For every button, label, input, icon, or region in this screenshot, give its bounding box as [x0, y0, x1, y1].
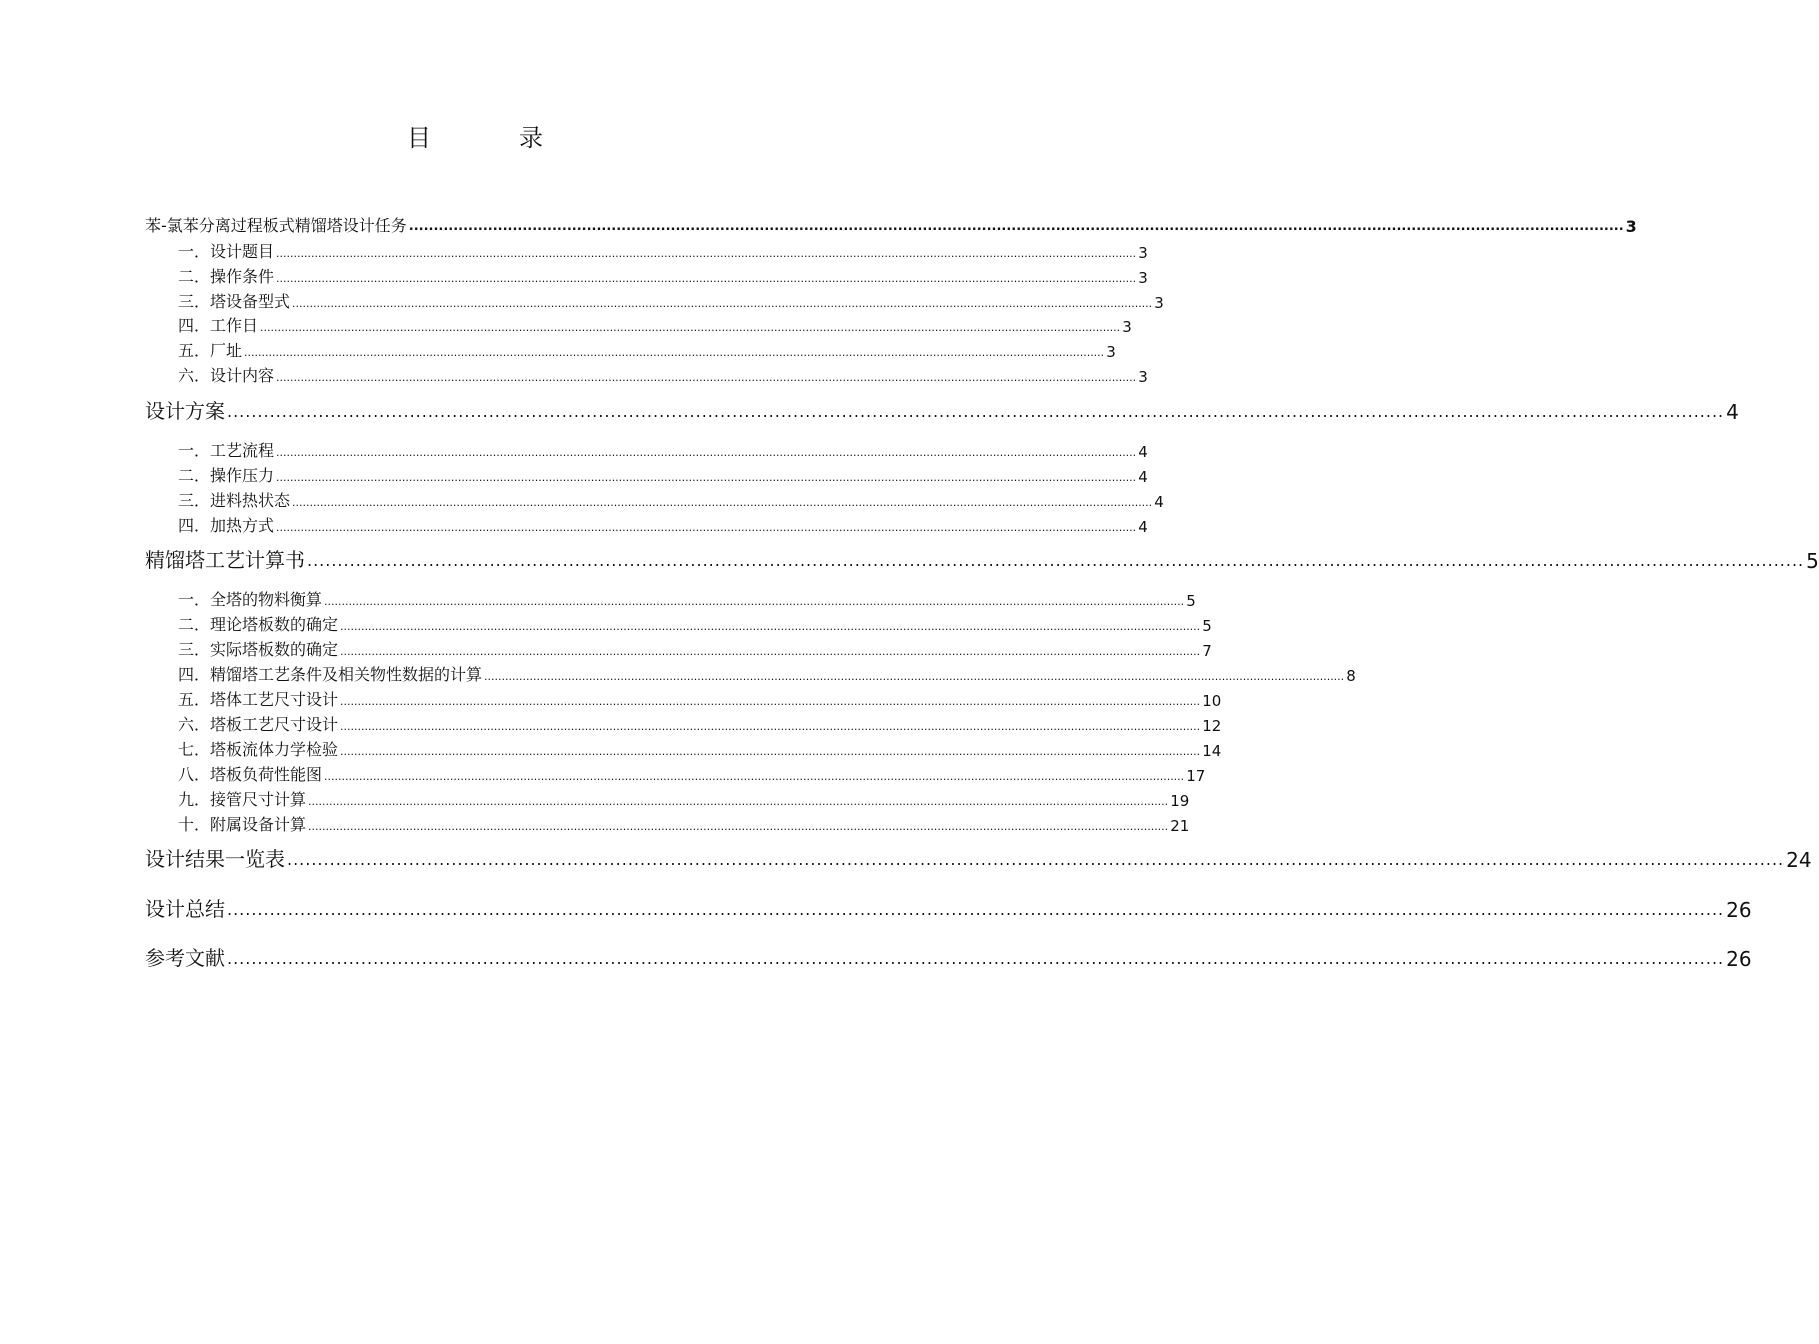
toc-page-number: 3	[1138, 244, 1148, 262]
toc-page-number: 4	[1154, 493, 1164, 511]
toc-entry-physical-properties[interactable]	[178, 663, 1356, 685]
toc-leader: ......................................................................................................................................................................................................................................................	[227, 900, 1725, 919]
toc-leader: ......................................................................................................................................................................................................................................................	[292, 496, 1153, 509]
toc-entry-heating-method[interactable]	[178, 514, 1148, 536]
toc-leader: ......................................................................................................................................................................................................................................................	[276, 521, 1137, 534]
toc-leader: ......................................................................................................................................................................................................................................................	[244, 346, 1105, 359]
toc-entry-label: 十．附属设备计算	[178, 815, 307, 834]
toc-entry-label: 五．塔体工艺尺寸设计	[178, 690, 339, 709]
toc-page-number: 4	[1138, 518, 1148, 536]
toc-leader: ......................................................................................................................................................................................................................................................	[260, 321, 1121, 334]
toc-entry-label: 三．实际塔板数的确定	[178, 640, 339, 659]
toc-leader: ......................................................................................................................................................................................................................................................	[324, 595, 1185, 608]
toc-page-number: 7	[1202, 642, 1212, 660]
toc-entry-label: 四．精馏塔工艺条件及相关物性数据的计算	[178, 665, 483, 684]
toc-entry-plant-site[interactable]	[178, 339, 1116, 361]
toc-entry-actual-plates[interactable]	[178, 638, 1212, 660]
toc-page-number: 5	[1186, 592, 1196, 610]
toc-page-number: 3	[1122, 318, 1132, 336]
toc-entry-label: 三．塔设备型式	[178, 292, 291, 311]
toc-entry-label: 设计总结	[145, 897, 225, 921]
toc-entry-design-conclusion[interactable]	[145, 894, 1752, 922]
toc-leader: ......................................................................................................................................................................................................................................................	[340, 720, 1201, 733]
toc-entry-label: 三．进料热状态	[178, 491, 291, 510]
toc-page-number: 3	[1154, 294, 1164, 312]
toc-entry-label: 六．设计内容	[178, 366, 275, 385]
toc-entry-process-flow[interactable]	[178, 439, 1148, 461]
toc-page-number: 8	[1346, 667, 1356, 685]
toc-leader: ......................................................................................................................................................................................................................................................	[308, 795, 1169, 808]
title-char-1: 目	[407, 124, 431, 152]
toc-entry-label: 二．理论塔板数的确定	[178, 615, 339, 634]
toc-page-number: 3	[1106, 343, 1116, 361]
toc-page-number: 19	[1170, 792, 1190, 810]
toc-entry-load-performance[interactable]	[178, 763, 1206, 785]
toc-leader: ......................................................................................................................................................................................................................................................	[340, 695, 1201, 708]
toc-entry-theoretical-plates[interactable]	[178, 613, 1212, 635]
toc-page-number: 14	[1202, 742, 1222, 760]
toc-entry-design-content[interactable]	[178, 364, 1148, 386]
toc-entry-label: 一．工艺流程	[178, 441, 275, 460]
toc-page-number: 5	[1806, 549, 1819, 573]
toc-entry-design-task[interactable]	[145, 214, 1637, 236]
toc-leader: ......................................................................................................................................................................................................................................................	[408, 219, 1624, 234]
toc-entry-label: 设计结果一览表	[145, 847, 285, 871]
toc-page-number: 3	[1138, 368, 1148, 386]
toc-leader: ......................................................................................................................................................................................................................................................	[276, 272, 1137, 285]
toc-leader: ......................................................................................................................................................................................................................................................	[276, 446, 1137, 459]
toc-page-number: 4	[1138, 468, 1148, 486]
toc-entry-material-balance[interactable]	[178, 588, 1196, 610]
toc-entry-label: 五．厂址	[178, 341, 243, 360]
toc-leader: ......................................................................................................................................................................................................................................................	[484, 670, 1345, 683]
toc-leader: ......................................................................................................................................................................................................................................................	[227, 949, 1725, 968]
toc-leader: ......................................................................................................................................................................................................................................................	[287, 850, 1785, 869]
toc-leader: ......................................................................................................................................................................................................................................................	[276, 371, 1137, 384]
toc-entry-design-topic[interactable]	[178, 240, 1148, 262]
toc-page-number: 26	[1726, 947, 1752, 971]
toc-entry-label: 设计方案	[145, 399, 225, 423]
toc-entry-label: 参考文献	[145, 946, 225, 970]
toc-entry-feed-thermal-state[interactable]	[178, 489, 1164, 511]
toc-entry-operating-conditions[interactable]	[178, 265, 1148, 287]
toc-page-number: 4	[1726, 400, 1739, 424]
toc-page-number: 5	[1202, 617, 1212, 635]
toc-entry-label: 精馏塔工艺计算书	[145, 548, 305, 572]
toc-leader: ......................................................................................................................................................................................................................................................	[276, 247, 1137, 260]
toc-entry-tray-size[interactable]	[178, 713, 1222, 735]
toc-entry-label: 四．加热方式	[178, 516, 275, 535]
toc-entry-label: 七．塔板流体力学检验	[178, 740, 339, 759]
toc-entry-label: 二．操作条件	[178, 267, 275, 286]
toc-page-number: 26	[1726, 898, 1752, 922]
toc-entry-hydrodynamic-check[interactable]	[178, 738, 1222, 760]
toc-entry-references[interactable]	[145, 943, 1752, 971]
toc-page-number: 4	[1138, 443, 1148, 461]
toc-leader: ......................................................................................................................................................................................................................................................	[308, 820, 1169, 833]
toc-entry-process-calculation[interactable]	[145, 545, 1819, 573]
toc-page-number: 12	[1202, 717, 1222, 735]
toc-entry-label: 二．操作压力	[178, 466, 275, 485]
toc-entry-label: 一．全塔的物料衡算	[178, 590, 323, 609]
toc-page-number: 24	[1786, 848, 1812, 872]
toc-entry-label: 九．接管尺寸计算	[178, 790, 307, 809]
toc-entry-label: 六．塔板工艺尺寸设计	[178, 715, 339, 734]
toc-leader: ......................................................................................................................................................................................................................................................	[292, 297, 1153, 310]
toc-page-number: 21	[1170, 817, 1190, 835]
toc-entry-label: 八．塔板负荷性能图	[178, 765, 323, 784]
toc-entry-working-days[interactable]	[178, 314, 1132, 336]
toc-entry-operating-pressure[interactable]	[178, 464, 1148, 486]
toc-page-number: 10	[1202, 692, 1222, 710]
toc-leader: ......................................................................................................................................................................................................................................................	[307, 551, 1805, 570]
title-char-2: 录	[519, 124, 543, 152]
toc-leader: ......................................................................................................................................................................................................................................................	[276, 471, 1137, 484]
toc-page-number: 17	[1186, 767, 1206, 785]
toc-entry-label: 苯-氯苯分离过程板式精馏塔设计任务	[145, 216, 407, 235]
toc-page-number: 3	[1138, 269, 1148, 287]
toc-entry-results-summary[interactable]	[145, 844, 1812, 872]
toc-leader: ......................................................................................................................................................................................................................................................	[227, 402, 1725, 421]
toc-entry-nozzle-size[interactable]	[178, 788, 1190, 810]
toc-entry-tower-type[interactable]	[178, 290, 1164, 312]
toc-entry-design-scheme[interactable]	[145, 396, 1739, 424]
toc-entry-tower-body-size[interactable]	[178, 688, 1222, 710]
toc-leader: ......................................................................................................................................................................................................................................................	[340, 645, 1201, 658]
toc-leader: ......................................................................................................................................................................................................................................................	[340, 745, 1201, 758]
toc-leader: ......................................................................................................................................................................................................................................................	[340, 620, 1201, 633]
toc-entry-label: 一．设计题目	[178, 242, 275, 261]
toc-entry-auxiliary-equipment[interactable]	[178, 813, 1190, 835]
toc-entry-label: 四．工作日	[178, 316, 259, 335]
toc-leader: ......................................................................................................................................................................................................................................................	[324, 770, 1185, 783]
toc-page-number: 3	[1625, 217, 1637, 236]
